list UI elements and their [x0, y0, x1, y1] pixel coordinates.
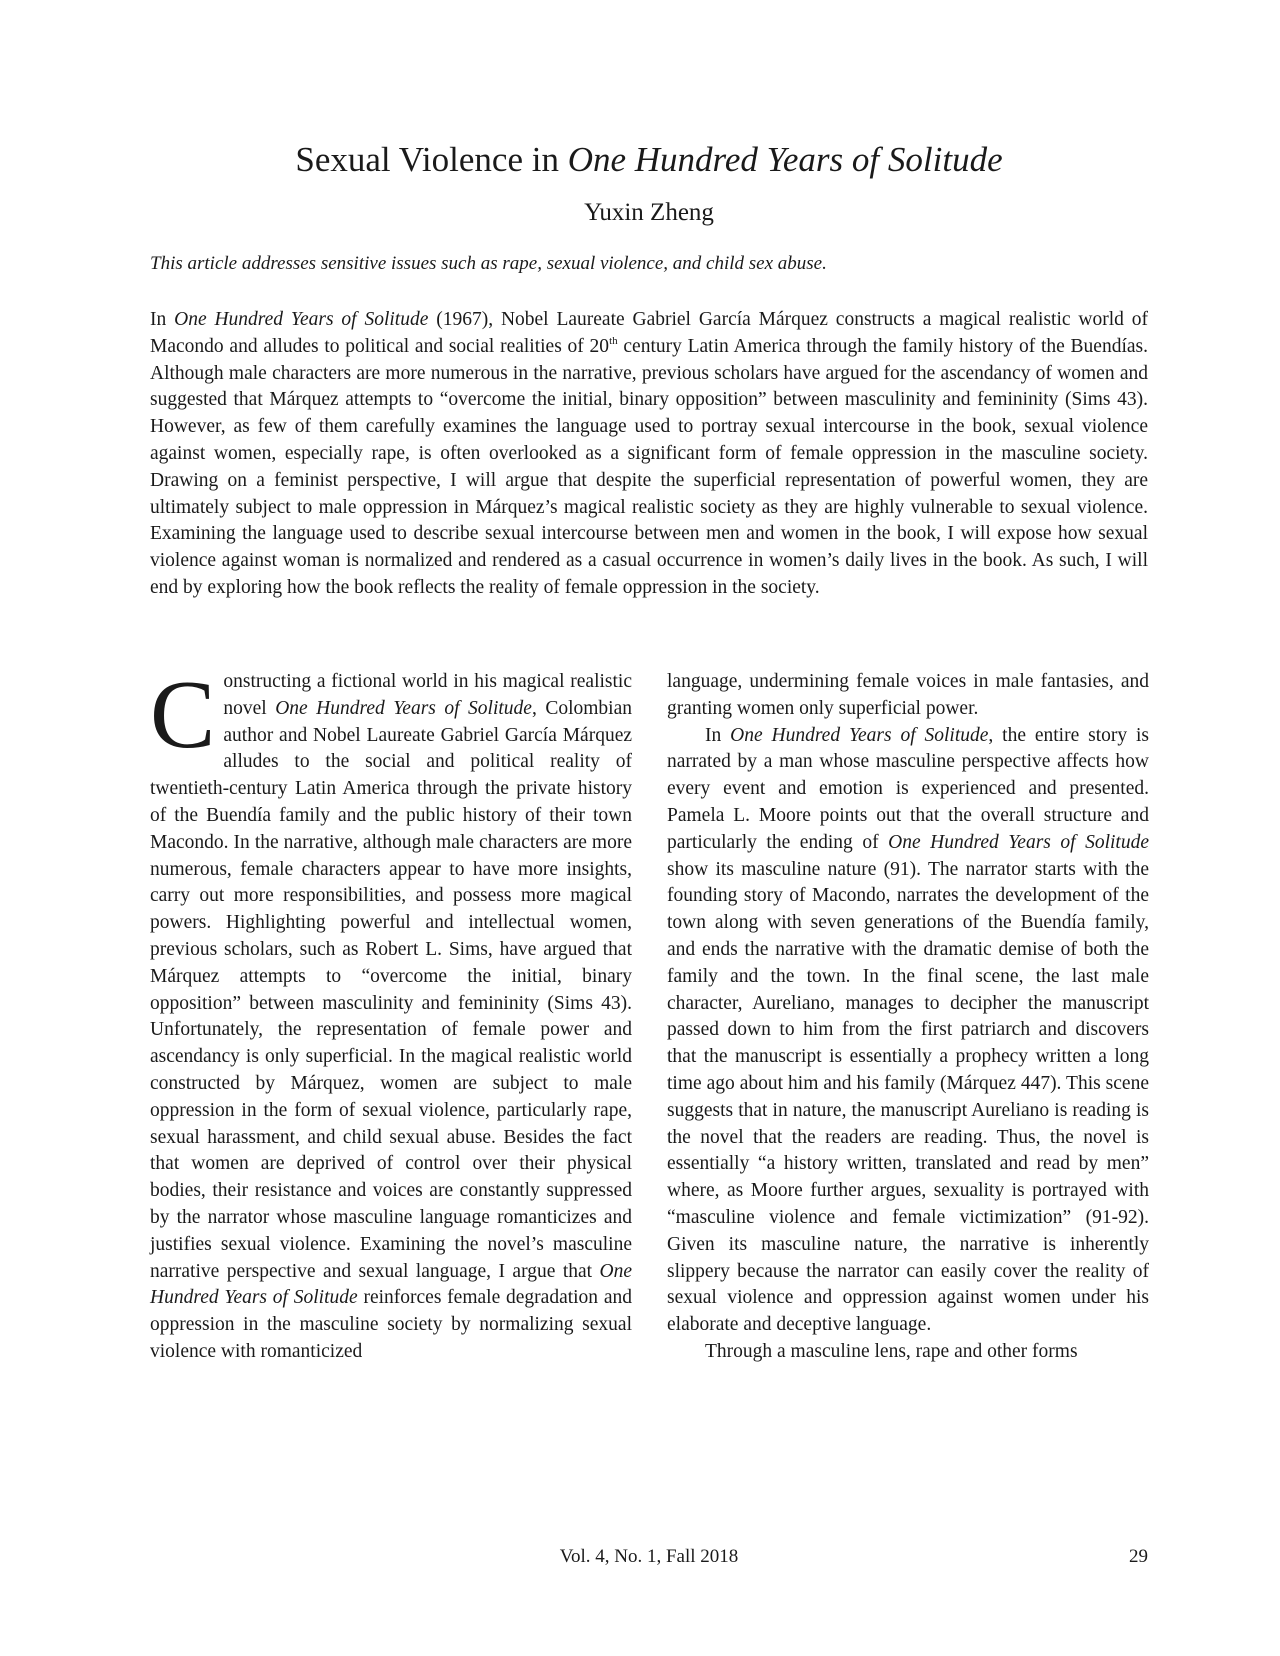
body-text: onstructing a fictional world in his magical realistic novel: [223, 671, 632, 719]
body-text: , Colombian author and Nobel Laureate Gabriel García Márquez alludes to the social and political reality of twentieth-century Latin America through the private history of the Buendía family and the public history of their town Macondo. In the narrative, although male characters are more numerous, female characters appear to have more insights, carry out more responsibilities, and possess more magical powers. Highlighting powerful and intellectual women, previous scholars, such as Robert L. Sims, have argued that Márquez attempts to “overcome the initial, binary opposition” between masculinity and femininity (Sims 43). Unfortunately, the representation of female power and ascendancy is only superficial. In the magical realistic world constructed by Márquez, women are subject to male oppression in the form of sexual violence, particularly rape, sexual harassment, and child sexual abuse. Besides the fact that women are deprived of control over their physical bodies, their resistance and voices are constantly suppressed by the narrator whose masculine language romanticizes and justifies sexual violence. Examining the novel’s masculine narrative perspective and sexual language, I argue that: [150, 697, 632, 1282]
body-column-right: [667, 669, 1149, 1366]
book-title: One Hundred Years of Solitude: [150, 1260, 632, 1309]
abstract-text: (1967), Nobel Laureate Gabriel García Márquez constructs a magical realistic world of Macondo and alludes to political and social realities of 20: [150, 309, 1148, 357]
abstract-text-rest: century Latin America through the family history of the Buendías. Although male characters are more numerous in the narrative, previous scholars have argued for the ascendancy of women and suggested that Márquez attempts to “overcome the initial, binary opposition” between masculinity and femininity (Sims 43). However, as few of them carefully examines the language used to portray sexual intercourse in the book, sexual violence against women, especially rape, is often overlooked as a significant form of female oppression in the masculine society. Drawing on a feminist perspective, I will argue that despite the superficial representation of powerful women, they are ultimately subject to male oppression in Márquez’s magical realistic society as they are highly vulnerable to sexual violence. Examining the language used to describe sexual intercourse between men and women in the book, I will expose how sexual violence against woman is normalized and rendered as a casual occurrence in women’s daily lives in the book. As such, I will end by exploring how the book reflects the reality of female oppression in the society.: [150, 335, 1148, 598]
drop-cap: C: [150, 661, 216, 769]
body-text: In: [705, 724, 731, 746]
abstract-book-title: One Hundred Years of Solitude: [174, 309, 429, 330]
ordinal-superscript: th: [609, 334, 618, 347]
journal-issue-footer: Vol. 4, No. 1, Fall 2018: [559, 1546, 739, 1567]
article-author: Yuxin Zheng: [584, 199, 714, 226]
body-paragraph: language, undermining female voices in male fantasies, and granting women only superficial power.: [667, 671, 1149, 719]
title-book-name: One Hundred Years of Solitude: [567, 140, 1003, 179]
body-text: , the entire story is narrated by a man whose masculine perspective affects how every event and emotion is experienced and presented. Pamela L. Moore points out that the overall structure and particularly the ending of: [667, 724, 1150, 853]
body-text: show its masculine nature (91). The narrator starts with the founding story of Macondo, narrates the development of the town along with seven generations of the Buendía family, and ends the narrative with the dramatic demise of both the family and the town. In the final scene, the last male character, Aureliano, manages to decipher the manuscript passed down to him from the first patriarch and discovers that the manuscript is essentially a prophecy written a long time ago about him and his family (Márquez 447). This scene suggests that in nature, the manuscript Aureliano is reading is the novel that the readers are reading. Thus, the novel is essentially “a history written, translated and read by men” where, as Moore further argues, sexuality is portrayed with “masculine violence and female victimization” (91-92). Given its masculine nature, the narrative is inherently slippery because the narrator can easily cover the reality of sexual violence and oppression against women under his elaborate and deceptive language.: [667, 858, 1149, 1336]
book-title: One Hundred Years of Solitude: [888, 831, 1149, 853]
article-page: [150, 0, 1148, 1656]
title-prefix: Sexual Violence in: [295, 140, 568, 179]
abstract-paragraph: [150, 307, 1148, 602]
article-title: [150, 138, 1148, 182]
body-paragraph: Through a masculine lens, rape and other forms: [705, 1340, 1078, 1362]
book-title: One Hundred Years of Solitude: [275, 697, 532, 719]
body-paragraph: [667, 723, 1149, 1339]
body-column-left: [150, 661, 632, 1366]
abstract-text-start: In: [150, 309, 175, 330]
content-warning: This article addresses sensitive issues such as rape, sexual violence, and child sex abuse.: [150, 253, 827, 274]
body-paragraph: [150, 661, 632, 1366]
body-text: reinforces female degradation and oppression in the masculine society by normalizing sexual violence with romanticized: [150, 1287, 632, 1362]
book-title: One Hundred Years of Solitude: [730, 724, 989, 746]
page-number: 29: [1129, 1546, 1148, 1567]
